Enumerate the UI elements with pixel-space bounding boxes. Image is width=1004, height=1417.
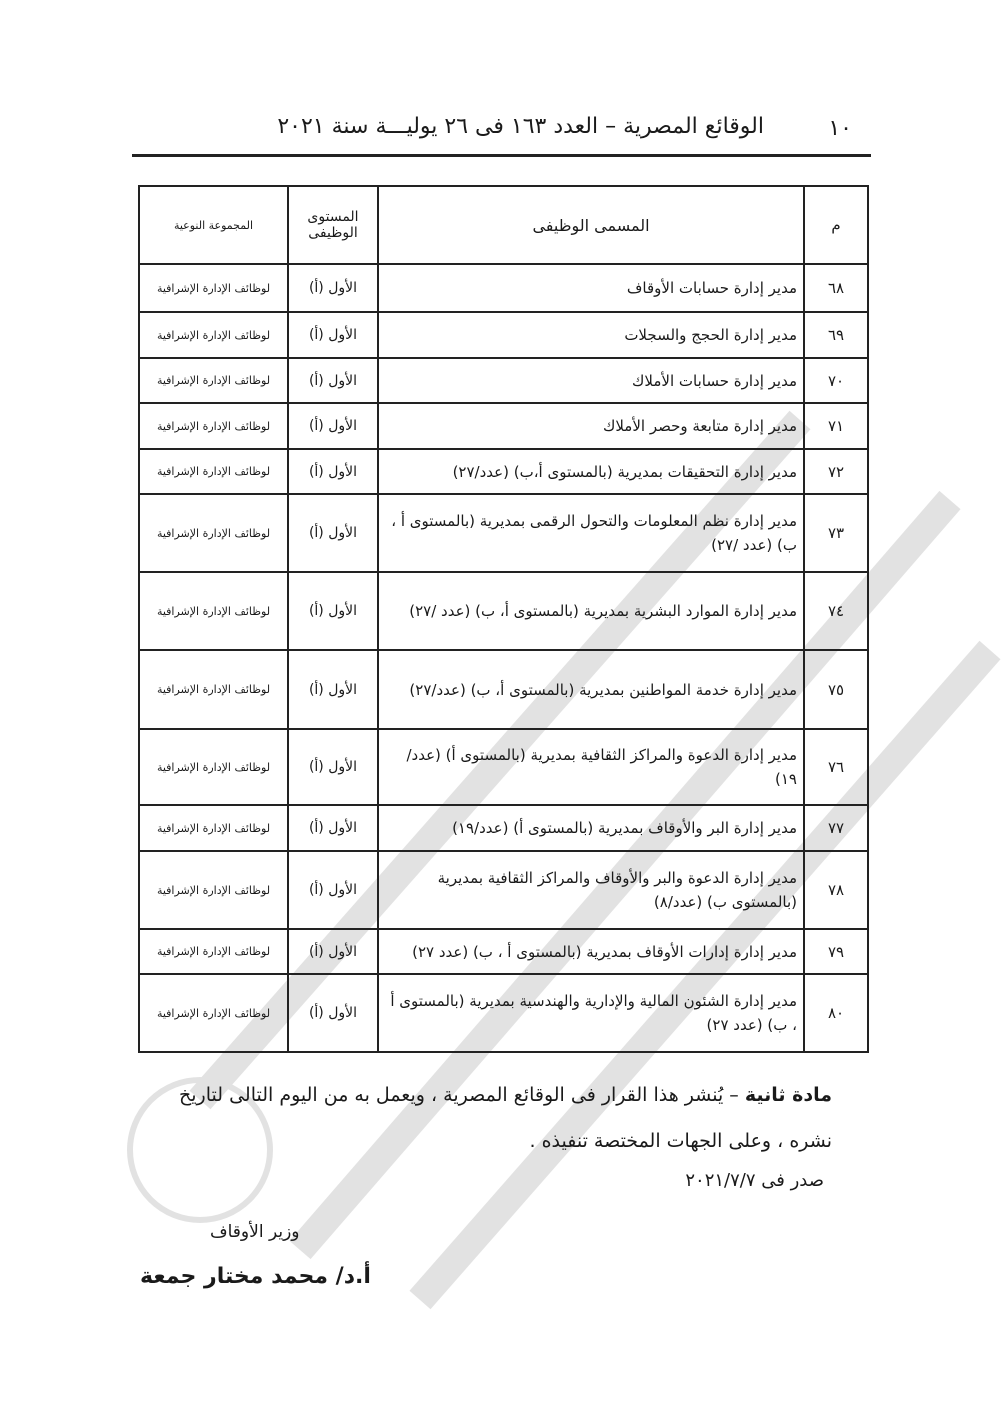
cell-title: مدير إدارة حسابات الأوقاف — [378, 264, 804, 312]
table-row — [139, 312, 868, 358]
cell-level: الأول (أ) — [288, 929, 378, 974]
cell-group: لوظائف الإدارة الإشرافية — [139, 650, 288, 729]
cell-title: مدير إدارة متابعة وحصر الأملاك — [378, 403, 804, 449]
cell-group: لوظائف الإدارة الإشرافية — [139, 572, 288, 650]
cell-level: الأول (أ) — [288, 572, 378, 650]
cell-title: مدير إدارة إدارات الأوقاف بمديرية (بالمستوى أ ، ب) (عدد ٢٧) — [378, 929, 804, 974]
cell-title: مدير إدارة الموارد البشرية بمديرية (بالمستوى أ، ب) (عدد /٢٧) — [378, 572, 804, 650]
gazette-header: الوقائع المصرية – العدد ١٦٣ فى ٢٦ يوليـــة سنة ٢٠٢١ — [277, 114, 764, 139]
cell-num: ٧٤ — [804, 572, 868, 650]
cell-level: الأول (أ) — [288, 851, 378, 929]
cell-level: الأول (أ) — [288, 729, 378, 805]
table-row — [139, 650, 868, 729]
signature: أ.د/ محمد مختار جمعة — [140, 1264, 371, 1289]
cell-num: ٦٨ — [804, 264, 868, 312]
page-number: ١٠ — [828, 116, 852, 141]
cell-title: مدير إدارة الحجج والسجلات — [378, 312, 804, 358]
col-group: المجموعة النوعية — [139, 186, 288, 264]
cell-title: مدير إدارة خدمة المواطنين بمديرية (بالمستوى أ، ب) (عدد/٢٧) — [378, 650, 804, 729]
cell-num: ٧١ — [804, 403, 868, 449]
table-row — [139, 403, 868, 449]
cell-title: مدير إدارة حسابات الأملاك — [378, 358, 804, 403]
table-row — [139, 449, 868, 494]
cell-num: ٧٦ — [804, 729, 868, 805]
col-title: المسمى الوظيفى — [378, 186, 804, 264]
table-row — [139, 358, 868, 403]
cell-num: ٧٢ — [804, 449, 868, 494]
cell-group: لوظائف الإدارة الإشرافية — [139, 974, 288, 1052]
cell-level: الأول (أ) — [288, 312, 378, 358]
table-header-row — [139, 186, 868, 264]
cell-num: ٧٧ — [804, 805, 868, 851]
table-row — [139, 851, 868, 929]
issued-date: صدر فى ٢٠٢١/٧/٧ — [685, 1170, 824, 1191]
cell-title: مدير إدارة البر والأوقاف بمديرية (بالمستوى أ) (عدد/١٩) — [378, 805, 804, 851]
table-row — [139, 929, 868, 974]
cell-num: ٧٩ — [804, 929, 868, 974]
cell-level: الأول (أ) — [288, 974, 378, 1052]
table-row — [139, 264, 868, 312]
cell-level: الأول (أ) — [288, 358, 378, 403]
cell-level: الأول (أ) — [288, 264, 378, 312]
job-titles-table — [138, 185, 869, 1053]
cell-num: ٧٨ — [804, 851, 868, 929]
cell-group: لوظائف الإدارة الإشرافية — [139, 851, 288, 929]
cell-level: الأول (أ) — [288, 494, 378, 572]
col-num: م — [804, 186, 868, 264]
table-row — [139, 494, 868, 572]
cell-level: الأول (أ) — [288, 403, 378, 449]
cell-title: مدير إدارة الدعوة والبر والأوقاف والمراكز الثقافية بمديرية (بالمستوى ب) (عدد/٨) — [378, 851, 804, 929]
cell-group: لوظائف الإدارة الإشرافية — [139, 264, 288, 312]
cell-title: مدير إدارة التحقيقات بمديرية (بالمستوى أ،ب) (عدد/٢٧) — [378, 449, 804, 494]
article-label: مادة ثانية — [744, 1084, 832, 1106]
cell-group: لوظائف الإدارة الإشرافية — [139, 358, 288, 403]
cell-title: مدير إدارة نظم المعلومات والتحول الرقمى بمديرية (بالمستوى أ ، ب) (عدد /٢٧) — [378, 494, 804, 572]
cell-num: ٧٠ — [804, 358, 868, 403]
cell-group: لوظائف الإدارة الإشرافية — [139, 729, 288, 805]
table-row — [139, 974, 868, 1052]
cell-level: الأول (أ) — [288, 650, 378, 729]
cell-title: مدير إدارة الدعوة والمراكز الثقافية بمديرية (بالمستوى أ) (عدد/١٩) — [378, 729, 804, 805]
cell-group: لوظائف الإدارة الإشرافية — [139, 449, 288, 494]
cell-group: لوظائف الإدارة الإشرافية — [139, 929, 288, 974]
cell-num: ٧٣ — [804, 494, 868, 572]
cell-level: الأول (أ) — [288, 805, 378, 851]
table-row — [139, 805, 868, 851]
minister-title: وزير الأوقاف — [210, 1222, 300, 1242]
cell-num: ٨٠ — [804, 974, 868, 1052]
article-two — [132, 1072, 832, 1164]
article-text: – يُنشر هذا القرار فى الوقائع المصرية ، ويعمل به من اليوم التالى لتاريخ نشره ، وعلى الجهات المختصة تنفيذه . — [178, 1084, 832, 1152]
cell-group: لوظائف الإدارة الإشرافية — [139, 805, 288, 851]
header-rule — [132, 154, 871, 157]
cell-group: لوظائف الإدارة الإشرافية — [139, 403, 288, 449]
cell-num: ٦٩ — [804, 312, 868, 358]
cell-level: الأول (أ) — [288, 449, 378, 494]
table-row — [139, 572, 868, 650]
cell-group: لوظائف الإدارة الإشرافية — [139, 312, 288, 358]
cell-title: مدير إدارة الشئون المالية والإدارية والهندسية بمديرية (بالمستوى أ ، ب) (عدد ٢٧) — [378, 974, 804, 1052]
cell-group: لوظائف الإدارة الإشرافية — [139, 494, 288, 572]
table-row — [139, 729, 868, 805]
col-level: المستوى الوظيفى — [288, 186, 378, 264]
cell-num: ٧٥ — [804, 650, 868, 729]
